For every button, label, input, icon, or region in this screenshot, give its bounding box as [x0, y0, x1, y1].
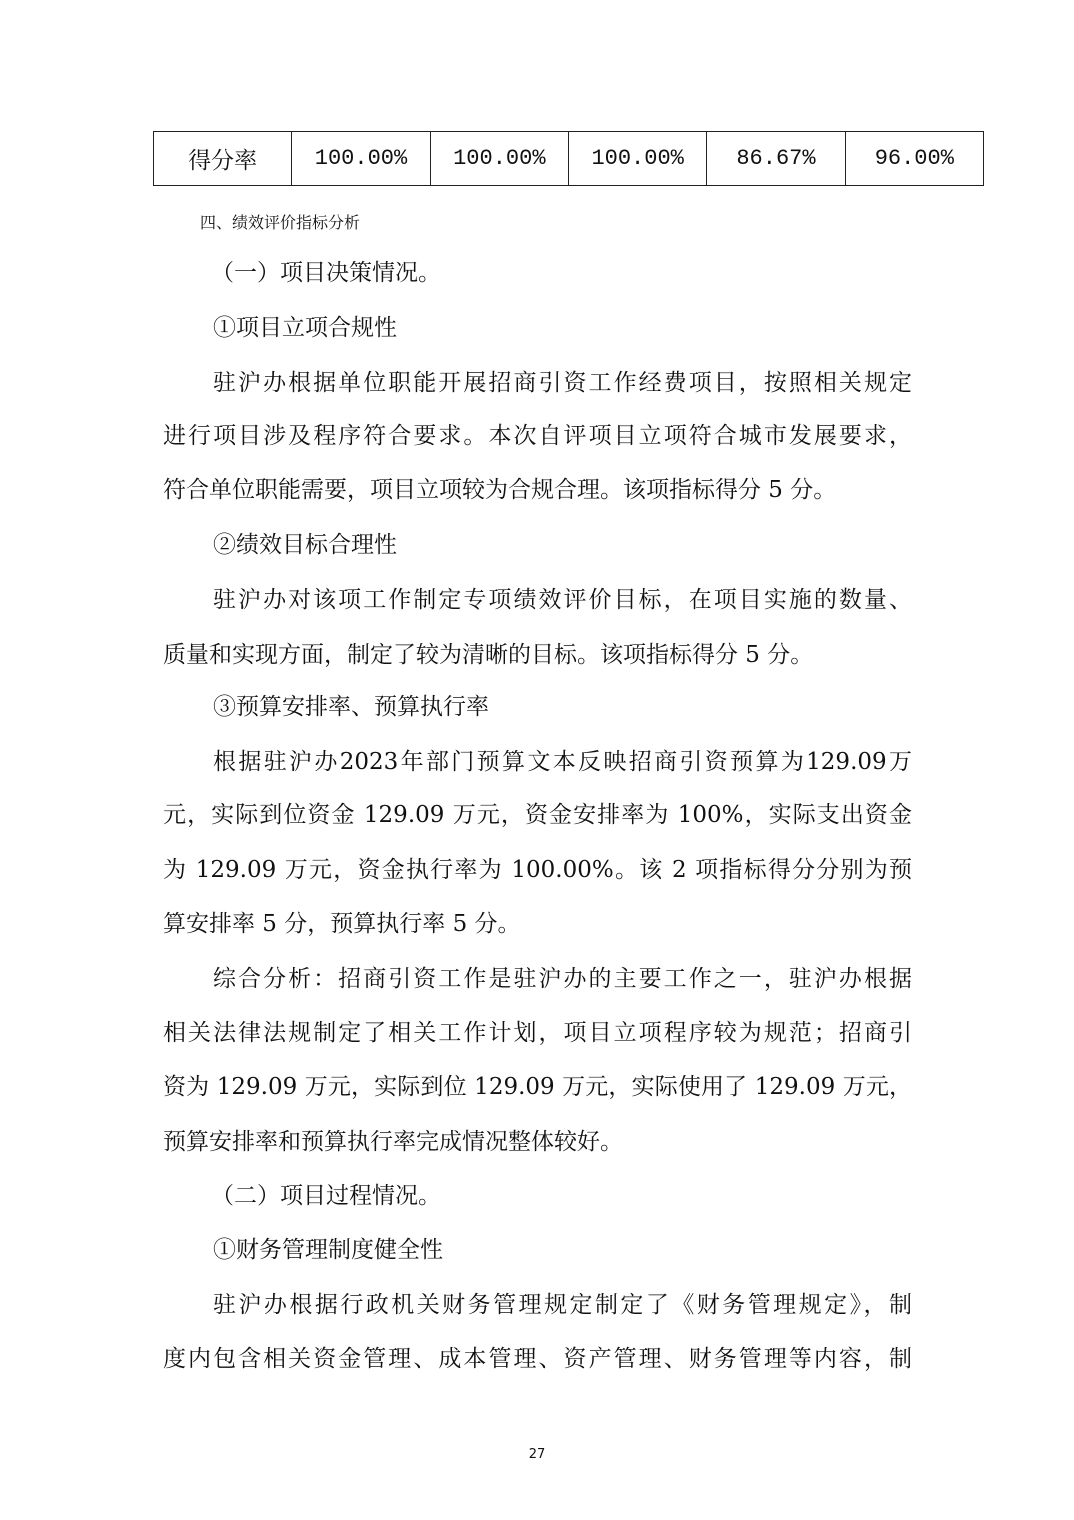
text-line: 资为 129.09 万元，实际到位 129.09 万元，实际使用了 129.09 万元，	[163, 1074, 912, 1100]
table-cell: 96.00%	[845, 132, 983, 186]
item-heading: ①项目立项合规性	[213, 315, 397, 341]
page-number: 27	[528, 1447, 546, 1462]
text-line: 算安排率 5 分，预算执行率 5 分。	[163, 911, 521, 937]
item-heading: ①财务管理制度健全性	[213, 1237, 443, 1263]
text-line: 元，实际到位资金 129.09 万元，资金安排率为 100%，实际支出资金	[163, 802, 912, 828]
text-line: 根据驻沪办2023年部门预算文本反映招商引资预算为129.09万	[213, 749, 912, 775]
text-line: 综合分析：招商引资工作是驻沪办的主要工作之一，驻沪办根据	[213, 966, 912, 992]
table-cell: 100.00%	[430, 132, 568, 186]
subsection-heading: （二）项目过程情况。	[211, 1183, 441, 1209]
table-cell: 100.00%	[568, 132, 706, 186]
item-heading: ②绩效目标合理性	[213, 532, 397, 558]
text-line: 相关法律法规制定了相关工作计划，项目立项程序较为规范；招商引	[163, 1020, 912, 1046]
score-rate-table	[153, 131, 984, 186]
text-line: 符合单位职能需要，项目立项较为合规合理。该项指标得分 5 分。	[163, 477, 837, 503]
text-line: 质量和实现方面，制定了较为清晰的目标。该项指标得分 5 分。	[163, 642, 814, 668]
text-line: 为 129.09 万元，资金执行率为 100.00%。该 2 项指标得分分别为预	[163, 857, 912, 883]
table-row	[154, 132, 984, 186]
text-line: 驻沪办对该项工作制定专项绩效评价目标，在项目实施的数量、	[213, 587, 912, 613]
text-line: 预算安排率和预算执行率完成情况整体较好。	[163, 1129, 623, 1155]
table-cell: 100.00%	[292, 132, 430, 186]
item-heading: ③预算安排率、预算执行率	[213, 694, 489, 720]
text-line: 驻沪办根据行政机关财务管理规定制定了《财务管理规定》，制	[213, 1292, 912, 1318]
section-heading: 四、绩效评价指标分析	[200, 213, 361, 232]
text-line: 进行项目涉及程序符合要求。本次自评项目立项符合城市发展要求，	[163, 423, 912, 449]
subsection-heading: （一）项目决策情况。	[211, 260, 441, 286]
text-line: 度内包含相关资金管理、成本管理、资产管理、财务管理等内容，制	[163, 1346, 912, 1372]
table-cell: 86.67%	[707, 132, 845, 186]
row-label: 得分率	[154, 132, 292, 186]
text-line: 驻沪办根据单位职能开展招商引资工作经费项目，按照相关规定	[213, 370, 912, 396]
